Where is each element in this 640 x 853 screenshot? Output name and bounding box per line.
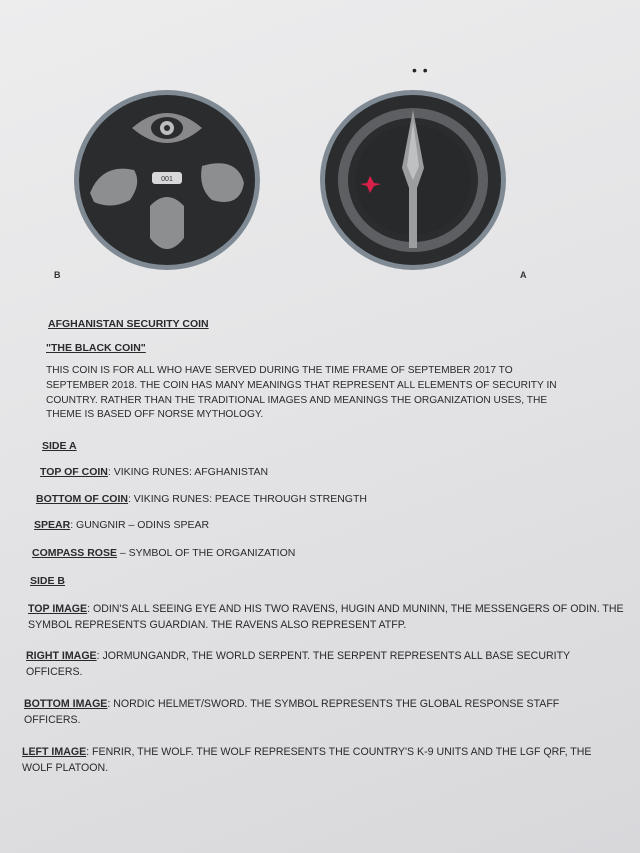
- top-image-paragraph: [28, 601, 628, 634]
- coin-side-b-image: [72, 88, 262, 272]
- bottom-of-coin-text: : VIKING RUNES: PEACE THROUGH STRENGTH: [127, 493, 367, 505]
- bottom-image-paragraph: [24, 696, 614, 729]
- right-image-label: RIGHT IMAGE: [26, 650, 97, 662]
- top-of-coin-label: TOP OF COIN: [40, 466, 108, 478]
- coin-side-a-image: [318, 88, 508, 272]
- document-title: AFGHANISTAN SECURITY COIN: [48, 318, 209, 330]
- top-image-text: : ODIN'S ALL SEEING EYE AND HIS TWO RAVENS, HUGIN AND MUNINN, THE MESSENGERS OF ODIN. THE SYMBOL REPRESENTS GUARDIAN. THE RAVENS ALSO REPRESENT ATFP.: [28, 603, 624, 632]
- compass-rose-text: – SYMBOL OF THE ORGANIZATION: [116, 547, 296, 559]
- side-a-heading: SIDE A: [42, 440, 77, 452]
- document-subtitle: "THE BLACK COIN": [46, 342, 146, 354]
- spear-line: [34, 519, 209, 531]
- compass-rose-label: COMPASS ROSE: [32, 547, 117, 559]
- ink-dots: • •: [412, 62, 429, 78]
- compass-rose-line: [32, 547, 295, 559]
- spear-text: : GUNGNIR – ODINS SPEAR: [70, 519, 210, 531]
- left-image-paragraph: [22, 744, 622, 777]
- spear-label: SPEAR: [34, 519, 71, 531]
- helmet-emblem: [150, 197, 184, 249]
- side-b-heading: SIDE B: [30, 575, 66, 587]
- right-image-text: : JORMUNGANDR, THE WORLD SERPENT. THE SERPENT REPRESENTS ALL BASE SECURITY OFFICERS.: [26, 650, 570, 679]
- bottom-image-text: : NORDIC HELMET/SWORD. THE SYMBOL REPRESENTS THE GLOBAL RESPONSE STAFF OFFICERS.: [24, 698, 560, 727]
- intro-paragraph: THIS COIN IS FOR ALL WHO HAVE SERVED DURING THE TIME FRAME OF SEPTEMBER 2017 TO SEPTEMBER 2018. THE COIN HAS MANY MEANINGS THAT REPRESENT ALL ELEMENTS OF SECURITY IN COUNTRY. RATHER THAN THE TRADITIONAL IMAGES AND MEANINGS THE ORGANIZATION USES, THE THEME IS BASED OFF NORSE MYTHOLOGY.: [46, 365, 557, 421]
- coin-b-label: B: [54, 270, 61, 280]
- left-image-text: : FENRIR, THE WOLF. THE WOLF REPRESENTS THE COUNTRY'S K-9 UNITS AND THE LGF QRF, THE WOLF PLATOON.: [22, 746, 592, 775]
- right-image-paragraph: [26, 648, 616, 681]
- top-image-label: TOP IMAGE: [28, 603, 88, 615]
- left-image-label: LEFT IMAGE: [22, 746, 87, 758]
- bottom-of-coin-label: BOTTOM OF COIN: [36, 493, 128, 505]
- top-of-coin-text: : VIKING RUNES: AFGHANISTAN: [107, 466, 269, 478]
- bottom-image-label: BOTTOM IMAGE: [24, 698, 108, 710]
- top-of-coin-line: [40, 466, 268, 478]
- serial-number: 001: [161, 176, 173, 183]
- bottom-of-coin-line: [36, 493, 367, 505]
- coin-a-label: A: [520, 270, 527, 280]
